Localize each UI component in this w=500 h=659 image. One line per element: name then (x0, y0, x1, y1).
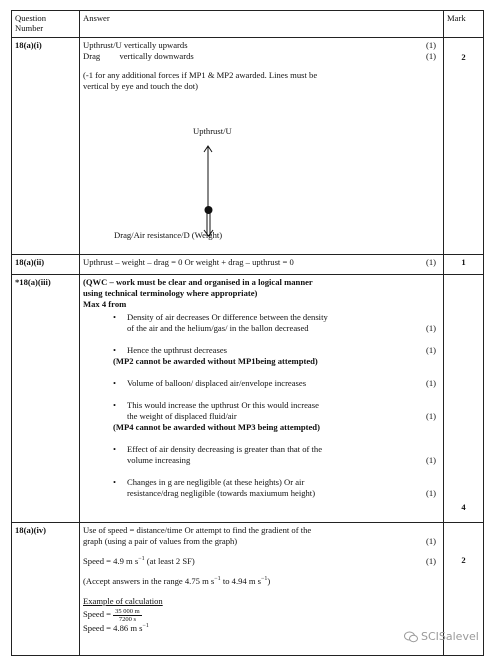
question-number: *18(a)(iii) (12, 275, 80, 523)
answer-text: This would increase the upthrust Or this would increase (127, 400, 319, 410)
header-row (12, 11, 484, 38)
marking-point-4-cont (83, 411, 440, 422)
question-number: 18(a)(iv) (12, 523, 80, 656)
row-18a-i (12, 38, 484, 255)
answer-text: Effect of air density decreasing is greater than that of the (127, 444, 323, 454)
bullet: • (113, 378, 117, 388)
marking-point-5-cont (83, 455, 440, 466)
total-mark-value: 2 (461, 555, 466, 565)
answer-line: Use of speed = distance/time Or attempt to find the gradient of the (83, 525, 312, 535)
watermark-text: SCISalevel (421, 630, 479, 643)
marking-point-5 (83, 444, 440, 455)
header-answer-text: Answer (83, 13, 110, 23)
diagram-label-upthrust: Upthrust/U (193, 126, 232, 136)
calculation-line (83, 607, 440, 623)
answer-text: Hence the upthrust decreases (127, 345, 227, 355)
question-number: 18(a)(ii) (12, 255, 80, 275)
fraction (113, 608, 142, 623)
answer-cell (80, 523, 444, 656)
header-mark (444, 11, 484, 38)
chat-bubble-icon (404, 631, 418, 643)
answer-text: graph (using a pair of values from the graph) (83, 536, 238, 546)
accept-line (83, 576, 440, 587)
qwc-line: (QWC – work must be clear and organised in a logical manner (83, 277, 313, 287)
point-mark: (1) (425, 411, 436, 421)
unit-exponent: −1 (142, 622, 149, 629)
bullet: • (113, 477, 117, 487)
fraction-denominator: 7200 s (118, 615, 137, 623)
answer-text: volume increasing (127, 455, 191, 465)
total-mark-value: 2 (461, 52, 466, 62)
diagram-label-drag-weight: Drag/Air resistance/D (Weight) (114, 230, 223, 240)
bullet: • (113, 400, 117, 410)
marking-point-1 (83, 312, 440, 323)
header-question (12, 11, 80, 38)
note-line: (-1 for any additional forces if MP1 & MP2 awarded. Lines must be (83, 70, 318, 80)
answer-line (83, 556, 440, 567)
point-mark: (1) (425, 378, 436, 388)
point-mark: (1) (425, 455, 436, 465)
unit-exponent: −1 (138, 556, 145, 563)
marking-point-3 (83, 378, 440, 389)
bullet: • (113, 444, 117, 454)
marking-point-1-cont (83, 323, 440, 334)
note-line: vertical by eye and touch the dot) (83, 81, 199, 91)
answer-text: (at least 2 SF) (146, 556, 195, 566)
watermark (404, 630, 479, 643)
row-18a-iii (12, 275, 484, 523)
row-18a-ii (12, 255, 484, 275)
point-mark: (1) (425, 40, 436, 50)
max-line: Max 4 from (83, 299, 127, 309)
answer-line (83, 257, 440, 268)
bullet: • (113, 345, 117, 355)
answer-text: ) (267, 576, 271, 586)
final-answer-line (83, 623, 440, 634)
fraction-numerator: 35 000 m (115, 607, 140, 615)
total-mark: 1 (444, 255, 484, 275)
mark-scheme-table (11, 10, 484, 656)
bullet: • (113, 312, 117, 322)
point-mark: (1) (425, 51, 436, 61)
marking-point-6-cont (83, 488, 440, 499)
header-answer (80, 11, 444, 38)
marking-point-6 (83, 477, 440, 488)
answer-line (83, 536, 440, 547)
header-mark-text: Mark (447, 13, 466, 23)
total-mark (444, 38, 484, 255)
unit-exponent: −1 (261, 576, 268, 583)
answer-text: Upthrust – weight – drag = 0 Or weight + drag – upthrust = 0 (83, 257, 294, 267)
balloon-dot (205, 206, 213, 214)
marking-point-4 (83, 400, 440, 411)
marking-point-2 (83, 345, 440, 356)
example-heading: Example of calculation (83, 596, 163, 606)
answer-text: resistance/drag negligible (towards maxiumum height) (127, 488, 316, 498)
answer-text: Drag vertically downwards (83, 51, 194, 61)
answer-text: Speed = 4.86 m s (83, 622, 143, 633)
answer-text: Volume of balloon/ displaced air/envelope increases (127, 378, 307, 388)
answer-text: Speed = (83, 609, 111, 619)
answer-text: Speed = 4.9 m s (83, 556, 139, 566)
point-mark: (1) (425, 345, 436, 355)
force-diagram (190, 138, 230, 242)
answer-text: Density of air decreases Or difference between the density (127, 312, 328, 322)
answer-line (83, 51, 440, 62)
point-mark: (1) (425, 536, 436, 546)
answer-cell (80, 255, 444, 275)
point-mark: (1) (425, 556, 436, 566)
mp4-note: (MP4 cannot be awarded without MP3 being attempted) (113, 422, 320, 432)
answer-text: Upthrust/U vertically upwards (83, 40, 188, 50)
answer-cell (80, 275, 444, 523)
point-mark: (1) (425, 488, 436, 498)
header-question-text: Question Number (15, 13, 47, 33)
answer-text: the weight of displaced fluid/air (127, 411, 237, 421)
answer-line (83, 40, 440, 51)
answer-text: Changes in g are negligible (at these heights) Or air (127, 477, 305, 487)
qwc-line: using technical terminology where appropriate) (83, 288, 258, 298)
answer-text: to 4.94 m s (222, 576, 262, 586)
point-mark: (1) (425, 257, 436, 267)
mp2-note: (MP2 cannot be awarded without MP1being attempted) (113, 356, 318, 366)
point-mark: (1) (425, 323, 436, 333)
answer-text: (Accept answers in the range 4.75 m s (83, 576, 215, 586)
unit-exponent: −1 (214, 576, 221, 583)
question-number: 18(a)(i) (12, 38, 80, 255)
answer-cell (80, 38, 444, 255)
total-mark: 4 (444, 275, 484, 523)
answer-text: of the air and the helium/gas/ in the ballon decreased (127, 323, 309, 333)
